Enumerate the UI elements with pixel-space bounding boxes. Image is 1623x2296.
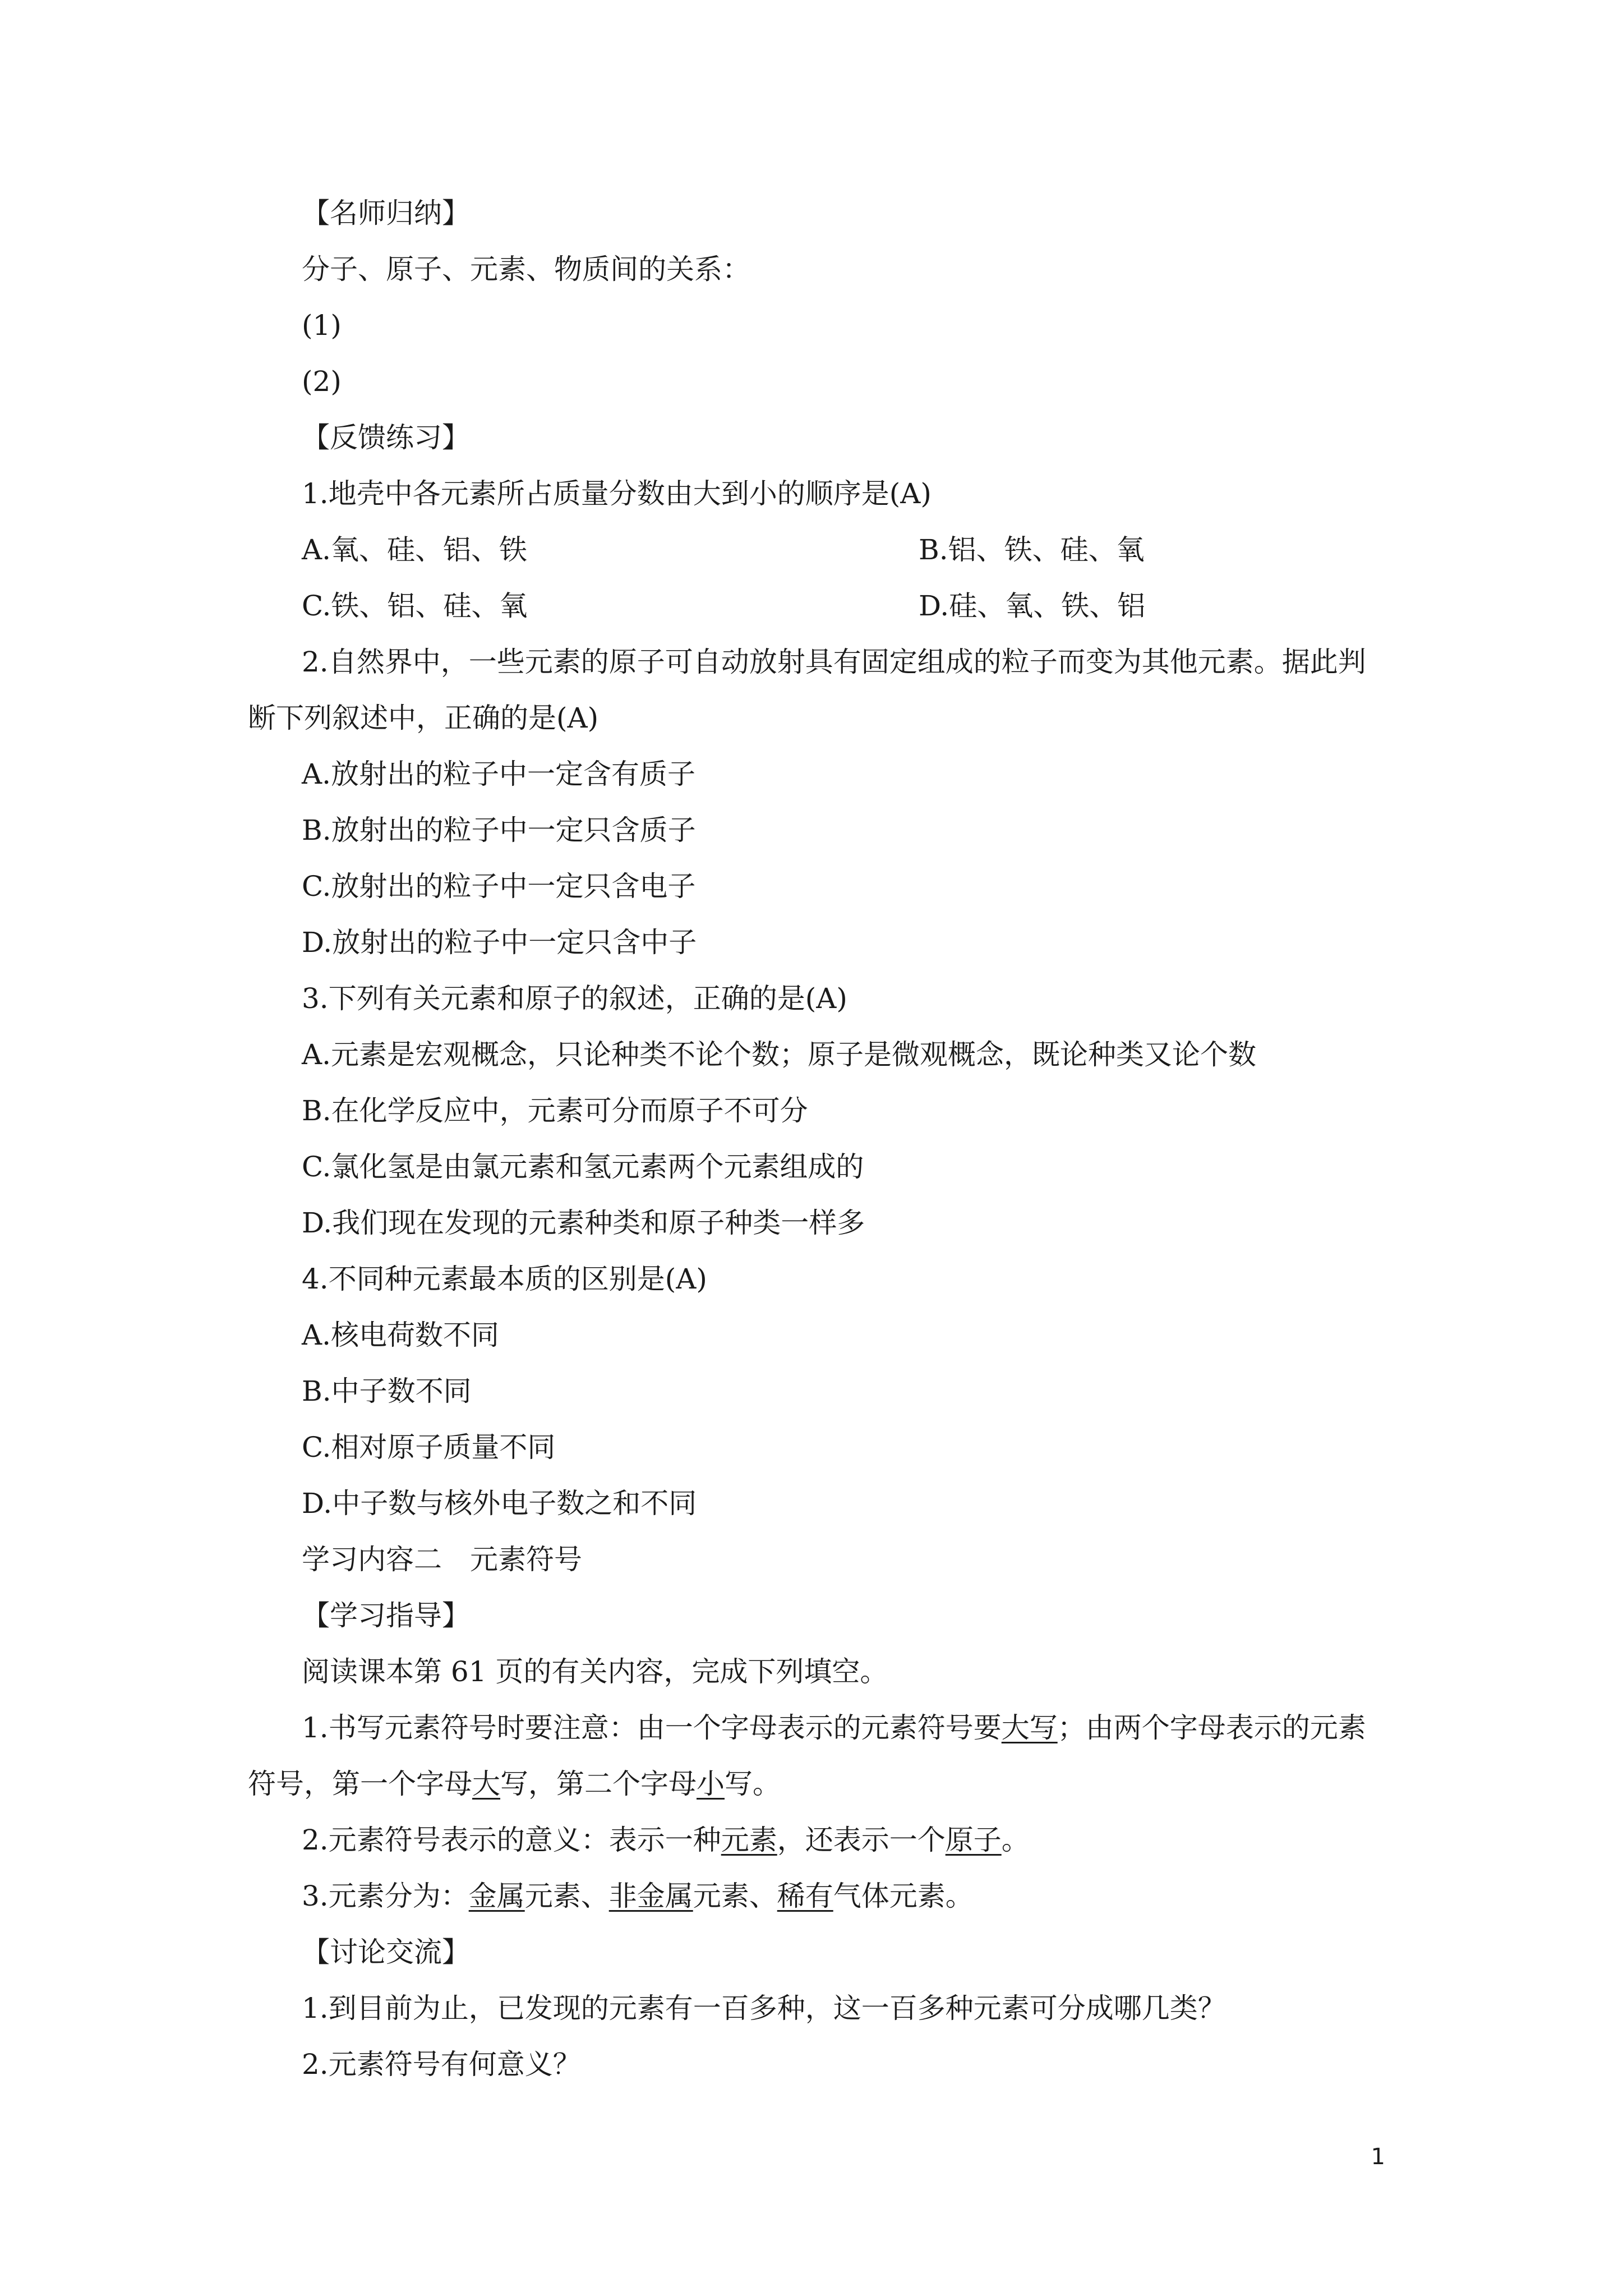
mingshi-intro: 分子、原子、元素、物质间的关系： <box>302 253 750 286</box>
q1-option-b: B.铝、铁、硅、氧 <box>919 533 1145 566</box>
mingshi-heading: 【名师归纳】 <box>302 197 470 229</box>
fill-1-answer-3: 小 <box>697 1768 725 1800</box>
q1-option-a: A.氧、硅、铝、铁 <box>302 533 528 566</box>
fill-1-line-2 <box>248 1767 781 1801</box>
fill-3-text-c: 元素、 <box>693 1880 777 1912</box>
fill-1-text-e: 写。 <box>725 1768 781 1800</box>
fill-1-answer-1: 大写 <box>1001 1711 1058 1744</box>
q1-options-row-2 <box>302 589 1146 623</box>
q4-option-b: B.中子数不同 <box>302 1375 472 1407</box>
q3-option-b: B.在化学反应中，元素可分而原子不可分 <box>302 1094 808 1127</box>
fill-2-answer-2: 原子 <box>945 1824 1002 1856</box>
q2-stem-line-2: 断下列叙述中，正确的是(A) <box>248 702 599 734</box>
fill-1-line-1 <box>302 1711 1366 1745</box>
page-number: 1 <box>1371 2144 1385 2170</box>
q2-option-b: B.放射出的粒子中一定只含质子 <box>302 814 696 846</box>
fill-1-answer-2: 大 <box>472 1768 500 1800</box>
section-2-title: 学习内容二 元素符号 <box>302 1543 582 1576</box>
mingshi-item-2: (2) <box>302 365 342 398</box>
q2-option-c: C.放射出的粒子中一定只含电子 <box>302 870 696 903</box>
q3-option-a: A.元素是宏观概念，只论种类不论个数；原子是微观概念，既论种类又论个数 <box>302 1038 1257 1071</box>
fill-1-text-d: 写，第二个字母 <box>500 1768 697 1800</box>
q4-option-d: D.中子数与核外电子数之和不同 <box>302 1487 697 1520</box>
q1-option-c: C.铁、铝、硅、氧 <box>302 590 528 622</box>
discuss-question-2: 2.元素符号有何意义？ <box>302 2048 581 2081</box>
fill-1-text-a: 1.书写元素符号时要注意：由一个字母表示的元素符号要 <box>302 1711 1002 1744</box>
discuss-heading: 【讨论交流】 <box>302 1936 470 1968</box>
q1-option-d: D.硅、氧、铁、铝 <box>919 590 1146 622</box>
discuss-question-1: 1.到目前为止，已发现的元素有一百多种，这一百多种元素可分成哪几类？ <box>302 1992 1226 2024</box>
q2-option-d: D.放射出的粒子中一定只含中子 <box>302 926 697 959</box>
fill-2-text-c: 。 <box>1001 1824 1030 1856</box>
q2-stem-line-1: 2.自然界中，一些元素的原子可自动放射具有固定组成的粒子而变为其他元素。据此判 <box>302 646 1366 678</box>
fill-1-text-c: 符号，第一个字母 <box>248 1768 472 1800</box>
q2-option-a: A.放射出的粒子中一定含有质子 <box>302 758 696 790</box>
fill-2 <box>302 1823 1030 1857</box>
q1-options-row-1 <box>302 533 1145 567</box>
fill-2-answer-1: 元素 <box>721 1824 777 1856</box>
fill-3 <box>302 1879 974 1913</box>
fill-2-text-b: ，还表示一个 <box>777 1824 946 1856</box>
fill-3-text-d: 气体元素。 <box>833 1880 974 1912</box>
fill-3-answer-1: 金属 <box>468 1880 525 1912</box>
fill-1-text-b: ；由两个字母表示的元素 <box>1057 1711 1366 1744</box>
q3-option-d: D.我们现在发现的元素种类和原子种类一样多 <box>302 1207 865 1239</box>
fill-3-text-a: 3.元素分为： <box>302 1880 469 1912</box>
fankui-heading: 【反馈练习】 <box>302 421 470 454</box>
fill-2-text-a: 2.元素符号表示的意义：表示一种 <box>302 1824 721 1856</box>
mingshi-item-1: (1) <box>302 309 342 342</box>
fill-3-answer-2: 非金属 <box>608 1880 693 1912</box>
q4-option-c: C.相对原子质量不同 <box>302 1431 556 1464</box>
q3-stem: 3.下列有关元素和原子的叙述，正确的是(A) <box>302 982 847 1015</box>
fill-3-answer-3: 稀有 <box>777 1880 833 1912</box>
fill-3-text-b: 元素、 <box>524 1880 609 1912</box>
q4-stem: 4.不同种元素最本质的区别是(A) <box>302 1263 707 1295</box>
q1-stem: 1.地壳中各元素所占质量分数由大到小的顺序是(A) <box>302 477 932 510</box>
q4-option-a: A.核电荷数不同 <box>302 1319 500 1351</box>
guide-intro: 阅读课本第 61 页的有关内容，完成下列填空。 <box>302 1655 888 1688</box>
q3-option-c: C.氯化氢是由氯元素和氢元素两个元素组成的 <box>302 1151 864 1183</box>
guide-heading: 【学习指导】 <box>302 1599 470 1632</box>
